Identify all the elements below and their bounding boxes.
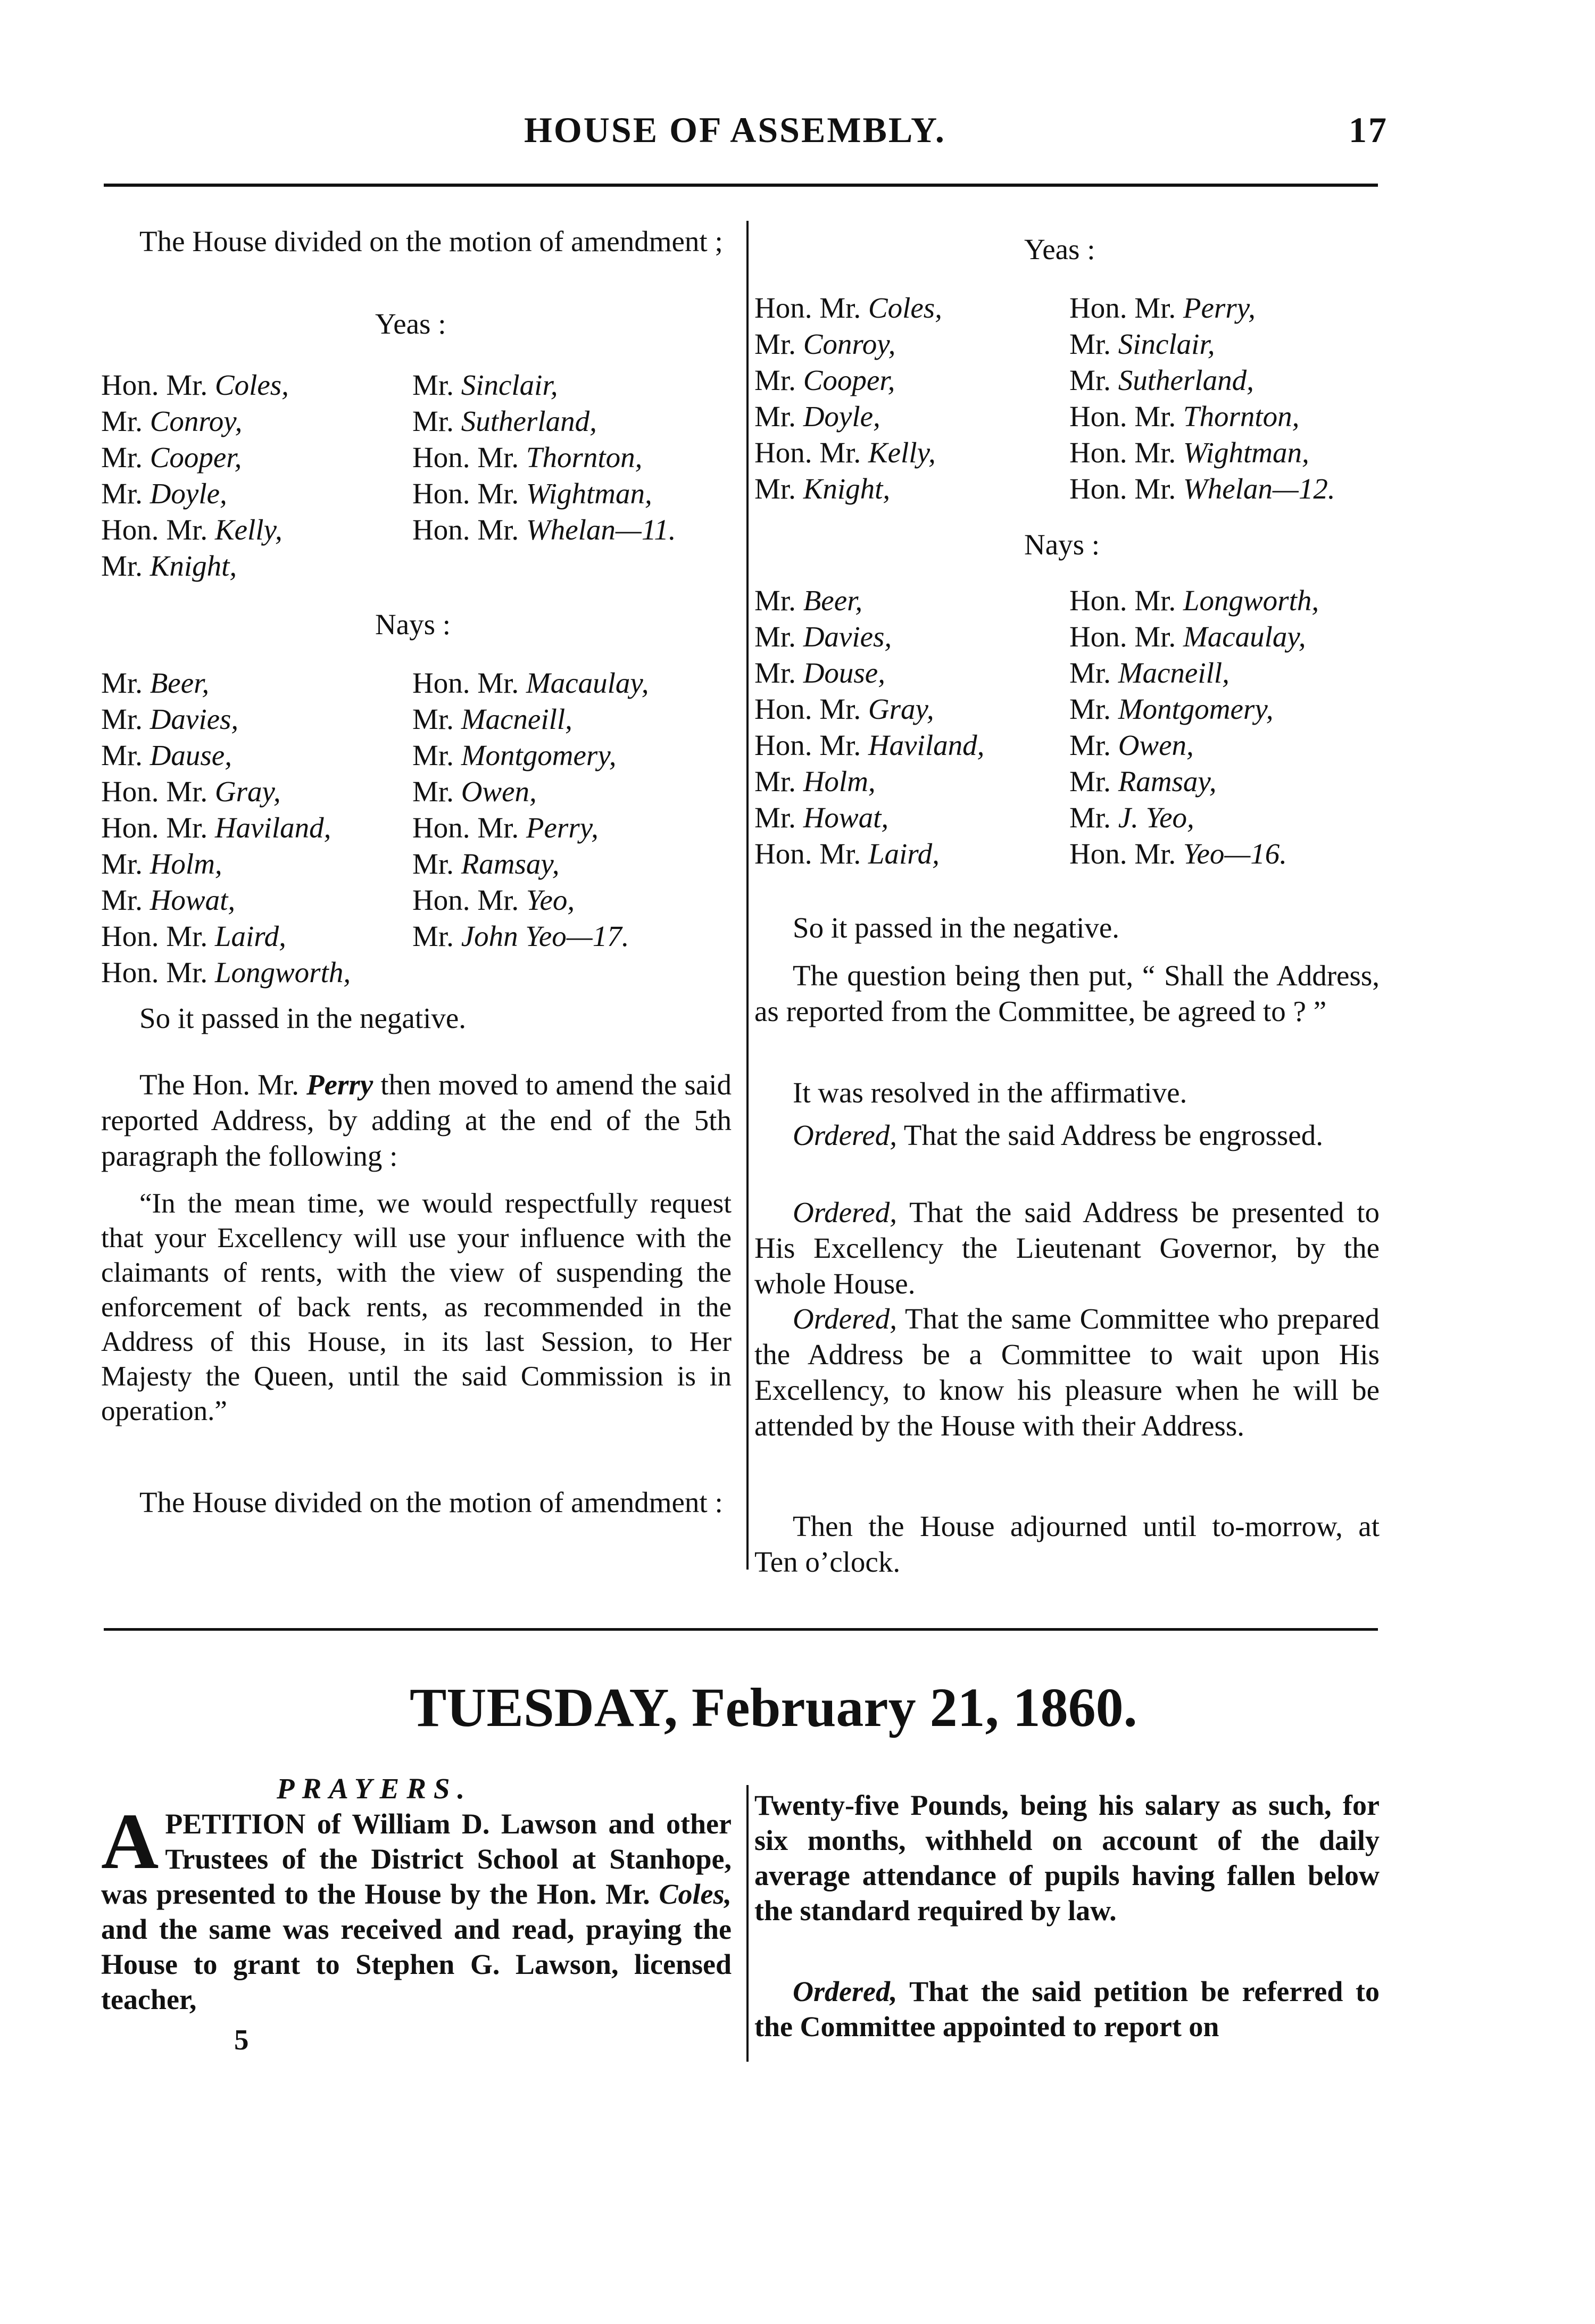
member-entry: Hon. Mr. Gray, — [101, 775, 281, 808]
member-entry: Mr. Ramsay, — [412, 848, 560, 880]
member-entry: Mr. Conroy, — [101, 405, 243, 437]
member-entry: Hon. Mr. Yeo, — [412, 884, 575, 916]
left-nays-col2 — [412, 665, 649, 954]
member-entry: Hon. Mr. Whelan—11. — [412, 513, 676, 546]
member-entry: Hon. Mr. Haviland, — [101, 811, 331, 844]
member-entry: Hon. Mr. Macaulay, — [1069, 620, 1306, 653]
member-entry: Hon. Mr. Yeo—16. — [1069, 837, 1287, 870]
member-entry: Mr. Macneill, — [1069, 657, 1230, 689]
running-head: HOUSE OF ASSEMBLY. — [524, 110, 946, 150]
member-entry: Mr. Holm, — [101, 848, 222, 880]
section-rule — [104, 1628, 1378, 1631]
member-entry: Mr. Montgomery, — [412, 739, 617, 771]
left-yeas-col1 — [101, 367, 289, 584]
member-entry: Mr. Sutherland, — [1069, 364, 1254, 396]
drop-cap: A — [101, 1797, 159, 1886]
petition-continued: Twenty-five Pounds, being his salary as such, for six months, withheld on account of the daily average attendance of pupils having fallen below the standard required by law. — [754, 1789, 1380, 1927]
member-entry: Mr. Douse, — [754, 657, 885, 689]
member-entry: Mr. Knight, — [101, 550, 237, 582]
left-yeas-label: Yeas : — [375, 308, 446, 340]
member-entry: Mr. Ramsay, — [1069, 765, 1217, 798]
member-entry: Mr. Beer, — [101, 667, 210, 699]
member-entry: Mr. Knight, — [754, 472, 891, 505]
signature-mark: 5 — [234, 2023, 249, 2056]
member-entry: Hon. Mr. Perry, — [1069, 292, 1256, 324]
member-entry: Mr. Conroy, — [754, 328, 896, 360]
member-entry: Hon. Mr. Kelly, — [754, 436, 936, 469]
member-entry: Hon. Mr. Haviland, — [754, 729, 985, 761]
right-ordered-engrossed: Ordered, That the said Address be engrossed. — [793, 1119, 1323, 1151]
member-entry: Mr. Owen, — [412, 775, 537, 808]
member-entry: Mr. Macneill, — [412, 703, 572, 735]
left-nays-col1 — [101, 665, 351, 991]
page-number: 17 — [1349, 110, 1388, 150]
member-entry: Mr. Dause, — [101, 739, 232, 771]
member-entry: Hon. Mr. Kelly, — [101, 513, 283, 546]
member-entry: Hon. Mr. Thornton, — [1069, 400, 1300, 433]
right-nays-label: Nays : — [1024, 528, 1100, 561]
member-entry: Hon. Mr. Whelan—12. — [1069, 472, 1335, 505]
member-entry: Mr. Davies, — [754, 620, 892, 653]
member-entry: Mr. Sinclair, — [412, 369, 558, 401]
right-nays-col1 — [754, 583, 984, 872]
mover-name: Perry — [306, 1068, 373, 1101]
member-entry: Hon. Mr. Coles, — [754, 292, 942, 324]
member-entry: Hon. Mr. Thornton, — [412, 441, 643, 474]
right-yeas-col2 — [1069, 290, 1335, 507]
member-entry: Mr. Sinclair, — [1069, 328, 1215, 360]
member-entry: Mr. Sutherland, — [412, 405, 597, 437]
left-yeas-col2 — [412, 367, 676, 548]
member-entry: Hon. Mr. Laird, — [754, 837, 940, 870]
member-entry: Hon. Mr. Perry, — [412, 811, 599, 844]
bottom-column-divider — [746, 1785, 749, 2062]
member-entry: Mr. Howat, — [101, 884, 236, 916]
member-entry: Hon. Mr. Laird, — [101, 920, 286, 952]
column-divider — [746, 221, 749, 1570]
member-entry: Hon. Mr. Coles, — [101, 369, 289, 401]
member-entry: Mr. Montgomery, — [1069, 693, 1274, 725]
member-entry: Mr. Cooper, — [101, 441, 242, 474]
member-entry: Mr. Owen, — [1069, 729, 1194, 761]
member-entry: Mr. J. Yeo, — [1069, 801, 1194, 834]
member-entry: Mr. Doyle, — [754, 400, 880, 433]
right-ordered-committee: Ordered, That the same Committee who prepared the Address be a Committee to wait upon His Excellency, to know his pleasure when he will be attended by the House with their Address. — [754, 1302, 1380, 1442]
member-entry: Hon. Mr. Wightman, — [412, 477, 652, 510]
left-motion-paragraph: The Hon. Mr. Perry then moved to amend the said reported Address, by adding at the end of the 5th paragraph the following : — [101, 1068, 732, 1172]
member-entry: Hon. Mr. Wightman, — [1069, 436, 1309, 469]
left-result: So it passed in the negative. — [139, 1002, 467, 1034]
petition-ordered: Ordered, That the said petition be referred to the Committee appointed to report on — [754, 1976, 1380, 2043]
member-entry: Hon. Mr. Macaulay, — [412, 667, 649, 699]
day-heading: TUESDAY, February 21, 1860. — [410, 1677, 1137, 1738]
header-rule — [104, 184, 1378, 187]
member-entry: Mr. Doyle, — [101, 477, 227, 510]
right-nays-col2 — [1069, 583, 1319, 872]
left-nays-label: Nays : — [375, 608, 451, 641]
member-entry: Mr. Howat, — [754, 801, 889, 834]
right-question: The question being then put, “ Shall the Address, as reported from the Committee, be agreed to ? ” — [754, 959, 1380, 1027]
member-entry: Hon. Mr. Longworth, — [1069, 584, 1319, 617]
member-entry: Hon. Mr. Longworth, — [101, 956, 351, 989]
left-intro: The House divided on the motion of amendment ; — [139, 225, 723, 258]
member-entry: Mr. Holm, — [754, 765, 876, 798]
right-adjourned: Then the House adjourned until to-morrow, at Ten o’clock. — [754, 1510, 1380, 1578]
left-divided-again: The House divided on the motion of amendment : — [139, 1486, 723, 1518]
right-yeas-col1 — [754, 290, 942, 507]
member-entry: Mr. John Yeo—17. — [412, 920, 629, 952]
right-resolved: It was resolved in the affirmative. — [793, 1076, 1187, 1109]
petition-paragraph: APETITION of William D. Lawson and other Trustees of the District School at Stanhope, was presented to the House by the Hon. Mr. Coles, and the same was received and read, praying the House to grant to Stephen G. Lawson, licensed teacher, — [101, 1797, 732, 2015]
right-yeas-label: Yeas : — [1024, 233, 1095, 265]
prayers-heading: PRAYERS. — [277, 1772, 472, 1805]
member-entry: Mr. Davies, — [101, 703, 239, 735]
member-entry: Mr. Beer, — [754, 584, 863, 617]
member-entry: Mr. Cooper, — [754, 364, 895, 396]
member-entry: Hon. Mr. Gray, — [754, 693, 934, 725]
right-ordered-presented: Ordered, That the said Address be presented to His Excellency the Lieutenant Governor, by the whole House. — [754, 1196, 1380, 1300]
left-amendment-quote: “In the mean time, we would respectfully request that your Excellency will use your influence with the claimants of rents, with the view of suspending the enforcement of back rents, as recommended in the Address of this House, in its last Session, to Her Majesty the Queen, until the said Commission is in operation.” — [101, 1188, 732, 1426]
right-result: So it passed in the negative. — [793, 911, 1120, 944]
